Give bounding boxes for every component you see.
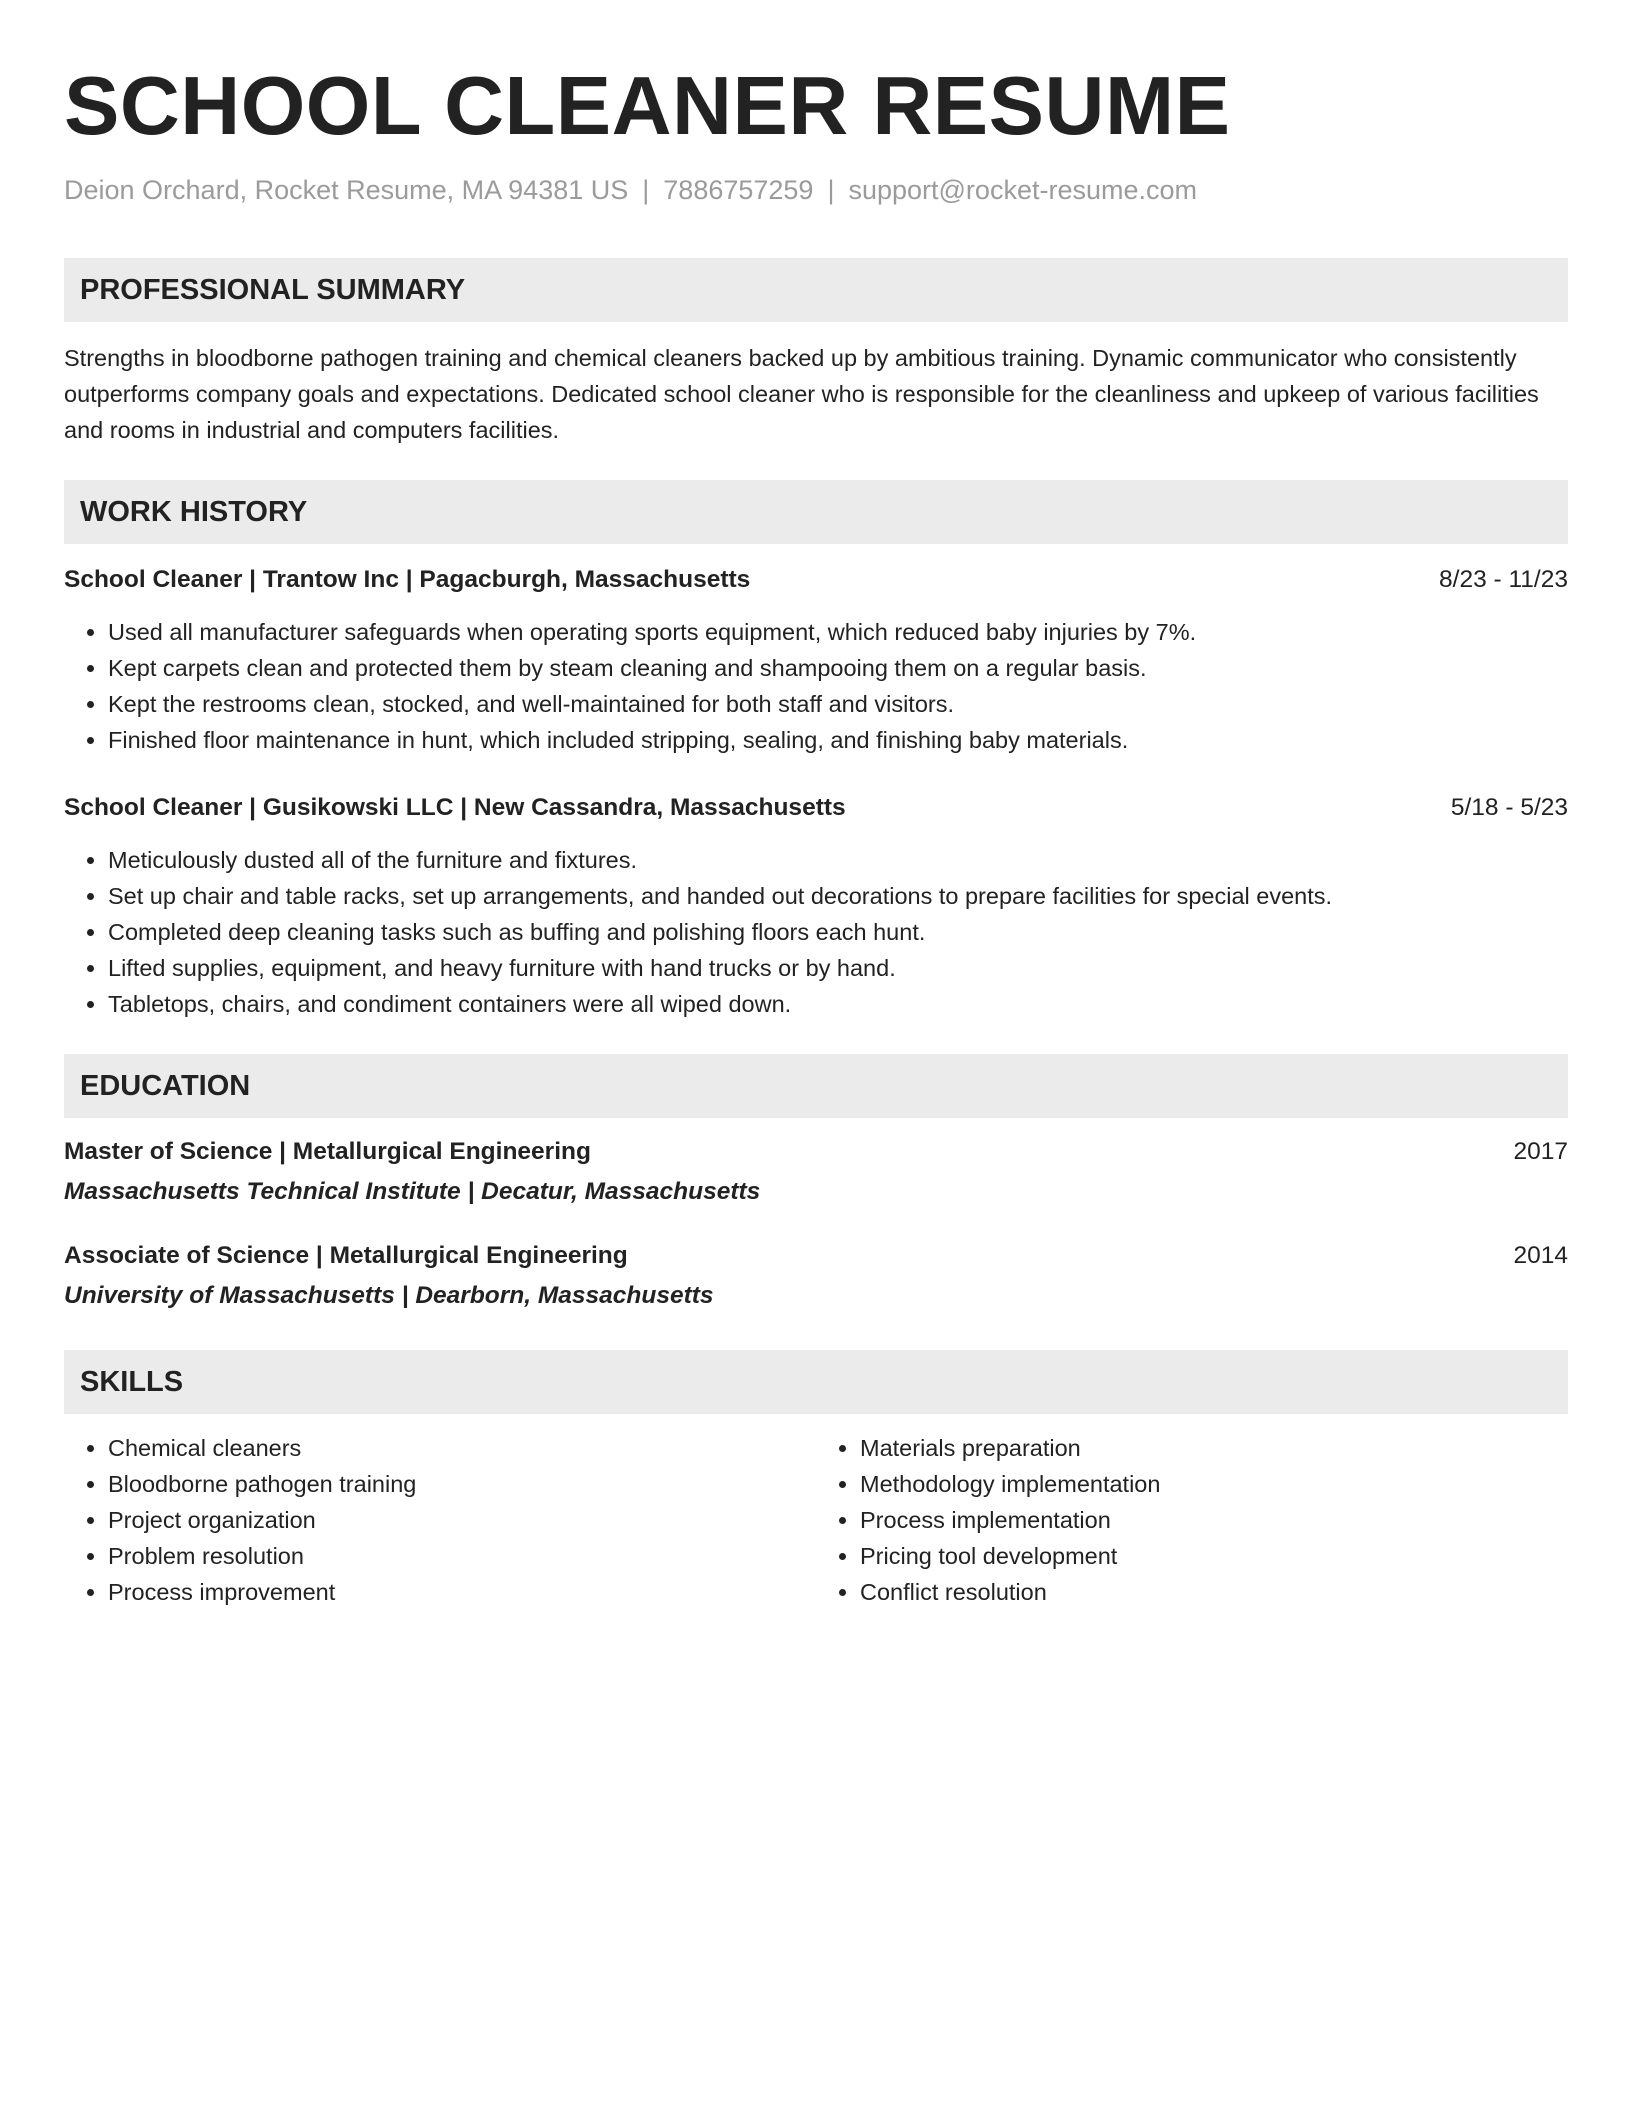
education-header-row (64, 1134, 1568, 1170)
job-dates: 8/23 - 11/23 (1439, 566, 1568, 593)
education-header-row (64, 1238, 1568, 1274)
skills-column-left (64, 1430, 816, 1610)
contact-separator: | (642, 175, 650, 205)
contact-phone: 7886757259 (663, 175, 814, 205)
job-bullet: • Kept the restrooms clean, stocked, and well-maintained for both staff and visitors. (108, 686, 1568, 722)
job-header-row (64, 790, 1568, 826)
summary-text: Strengths in bloodborne pathogen training and chemical cleaners backed up by ambitious training. Dynamic communicator who consistently outperforms company goals and expectations. Dedicated school cleaner who is responsible for the cleanliness and upkeep of various facilities and rooms in industrial and computers facilities. (64, 345, 1539, 443)
section-header-work-history: WORK HISTORY (64, 480, 1568, 544)
job-bullet-list (64, 614, 1568, 758)
education-entry (64, 1134, 1568, 1210)
skills-grid (64, 1430, 1568, 1610)
education-entry (64, 1238, 1568, 1314)
job-bullet: • Completed deep cleaning tasks such as buffing and polishing floors each hunt. (108, 914, 1568, 950)
job-bullet: • Tabletops, chairs, and condiment containers were all wiped down. (108, 986, 1568, 1022)
skill-item: • Pricing tool development (860, 1538, 1568, 1574)
skill-item: • Process improvement (108, 1574, 816, 1610)
job-bullet: • Lifted supplies, equipment, and heavy furniture with hand trucks or by hand. (108, 950, 1568, 986)
education-school: Massachusetts Technical Institute | Decatur, Massachusetts (64, 1178, 761, 1205)
skill-item: • Methodology implementation (860, 1466, 1568, 1502)
job-bullet-list (64, 842, 1568, 1022)
skill-item: • Conflict resolution (860, 1574, 1568, 1610)
job-bullet: • Kept carpets clean and protected them by steam cleaning and shampooing them on a regular basis. (108, 650, 1568, 686)
education-degree: Associate of Science | Metallurgical Engineering (64, 1242, 628, 1269)
education-school: University of Massachusetts | Dearborn, Massachusetts (64, 1282, 714, 1309)
contact-address: Deion Orchard, Rocket Resume, MA 94381 US (64, 175, 629, 205)
job-header-row (64, 562, 1568, 598)
job-title: School Cleaner | Trantow Inc | Pagacburgh, Massachusetts (64, 566, 751, 593)
job-title: School Cleaner | Gusikowski LLC | New Cassandra, Massachusetts (64, 794, 846, 821)
skill-item: • Bloodborne pathogen training (108, 1466, 816, 1502)
job-entry (64, 562, 1568, 758)
education-year: 2014 (1513, 1242, 1568, 1269)
skills-column-right (816, 1430, 1568, 1610)
contact-line (64, 172, 1568, 208)
job-bullet: • Finished floor maintenance in hunt, which included stripping, sealing, and finishing baby materials. (108, 722, 1568, 758)
skill-item: • Chemical cleaners (108, 1430, 816, 1466)
job-bullet: • Used all manufacturer safeguards when operating sports equipment, which reduced baby injuries by 7%. (108, 614, 1568, 650)
education-year: 2017 (1513, 1138, 1568, 1165)
job-bullet: • Meticulously dusted all of the furniture and fixtures. (108, 842, 1568, 878)
section-header-summary: PROFESSIONAL SUMMARY (64, 258, 1568, 322)
section-header-skills: SKILLS (64, 1350, 1568, 1414)
job-bullet: • Set up chair and table racks, set up arrangements, and handed out decorations to prepare facilities for special events. (108, 878, 1568, 914)
job-entry (64, 790, 1568, 1022)
contact-separator: | (827, 175, 835, 205)
skill-item: • Materials preparation (860, 1430, 1568, 1466)
section-header-education: EDUCATION (64, 1054, 1568, 1118)
resume-title: SCHOOL CLEANER RESUME (64, 59, 1231, 152)
skill-item: • Project organization (108, 1502, 816, 1538)
education-degree: Master of Science | Metallurgical Engineering (64, 1138, 591, 1165)
contact-email: support@rocket-resume.com (848, 175, 1197, 205)
skill-item: • Process implementation (860, 1502, 1568, 1538)
job-dates: 5/18 - 5/23 (1450, 794, 1568, 821)
skill-item: • Problem resolution (108, 1538, 816, 1574)
